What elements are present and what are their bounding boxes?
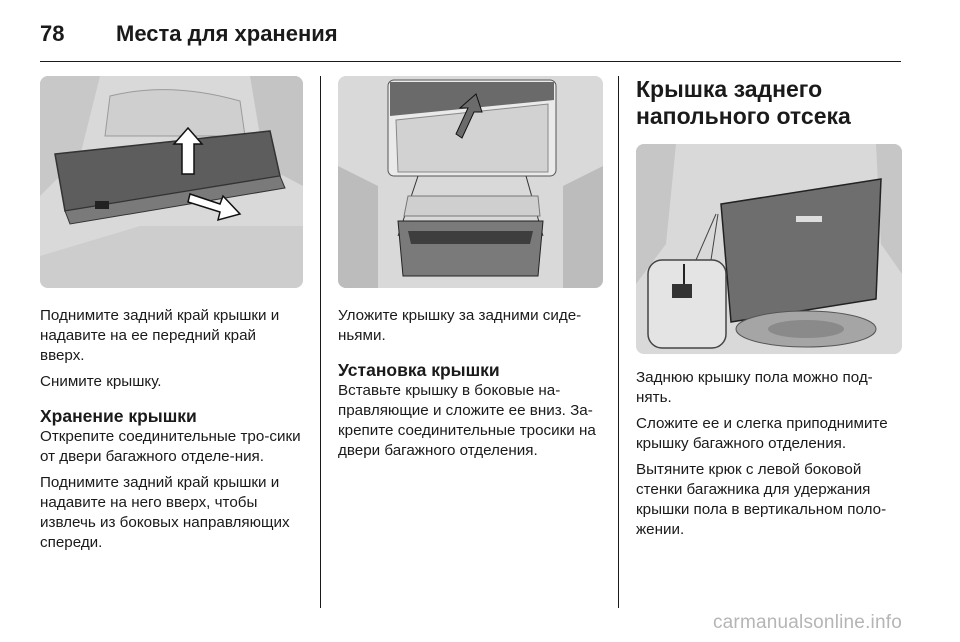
column-divider [618,76,619,608]
section-heading: Хранение крышки [40,406,197,426]
section-title: Крышка заднего напольного отсека [636,76,851,129]
paragraph: Сложите ее и слегка приподнимите крышку багажного отделения. [636,415,888,452]
page-number: 78 [40,21,65,46]
column-divider [320,76,321,608]
paragraph: Поднимите задний край крышки и надавите на него вверх, чтобы извлечь из боковых направляющих спереди. [40,474,290,551]
paragraph: Вытяните крюк с левой боковой стенки багажника для удержания крышки пола в вертикальном поло-жении. [636,461,887,538]
watermark: carmanualsonline.info [712,612,902,633]
column-2 [338,76,603,467]
paragraph: Заднюю крышку пола можно под-нять. [636,369,873,406]
column-1 [40,76,303,559]
paragraph: Снимите крышку. [40,373,162,390]
paragraph: Открепите соединительные тро-сики от двери багажного отделе-ния. [40,428,301,465]
figure-cargo-cover-stowage [338,76,603,288]
page-header [40,14,338,54]
section-heading: Установка крышки [338,360,500,380]
paragraph: Вставьте крышку в боковые на-правляющие и сложите ее вниз. За-крепите соединительные тросики на двери багажного отделения. [338,382,596,459]
paragraph: Поднимите задний край крышки и надавите на ее передний край вверх. [40,307,280,364]
figure-rear-floor-compartment [636,144,902,354]
header-rule [40,61,901,62]
paragraph: Уложите крышку за задними сиде-ньями. [338,307,582,344]
column-3 [636,76,902,546]
figure-cargo-cover-removal [40,76,303,288]
page-title: Места для хранения [116,21,338,46]
